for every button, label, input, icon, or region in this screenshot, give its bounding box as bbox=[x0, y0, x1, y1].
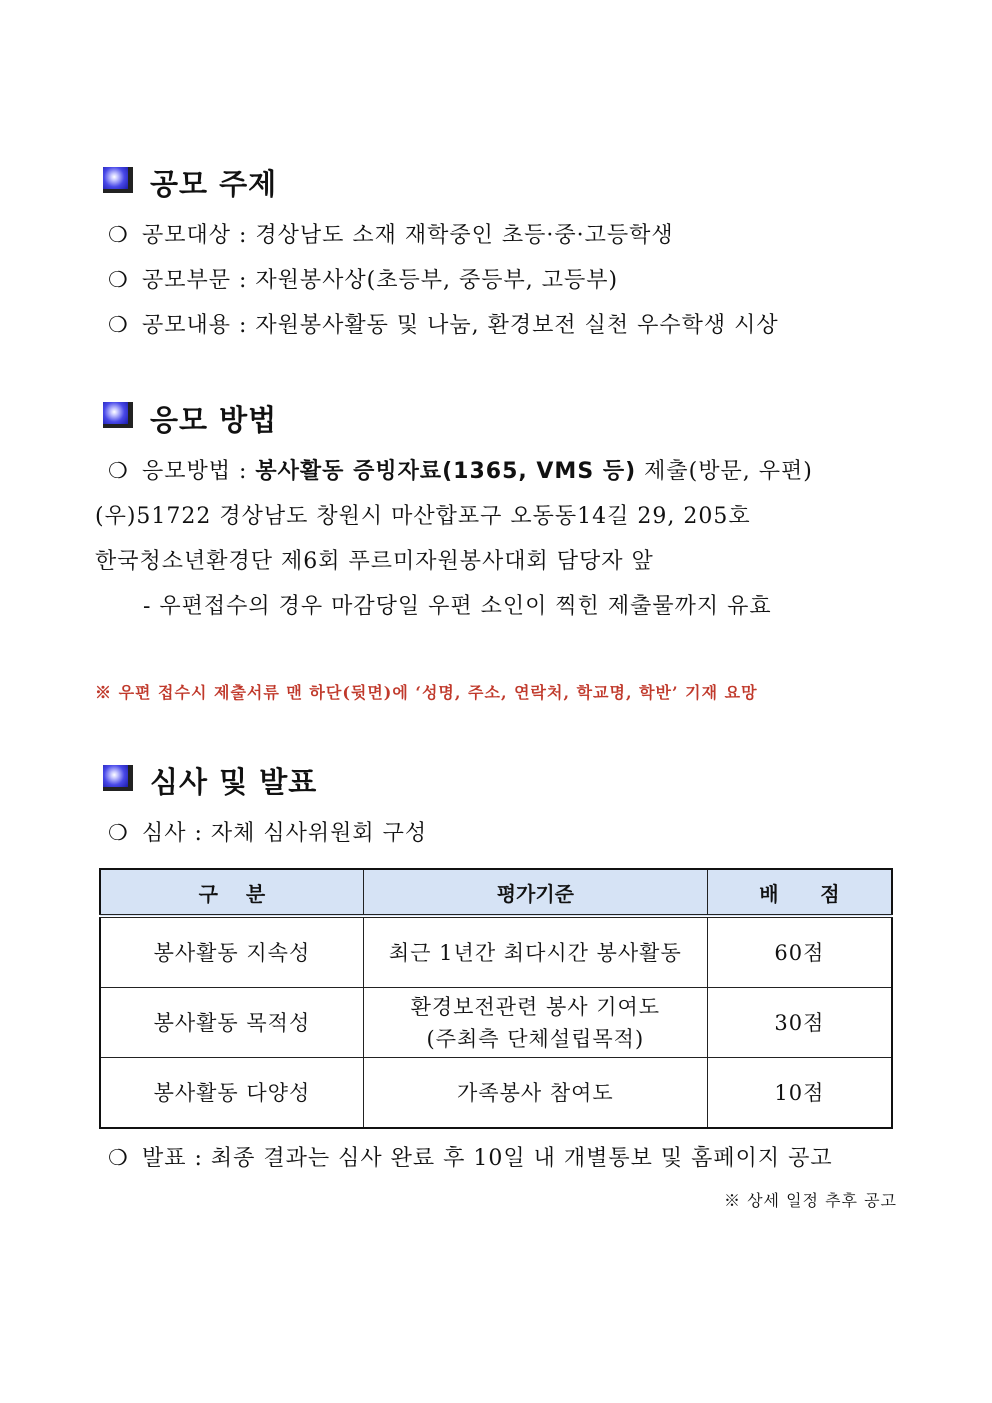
apply-recipient: 한국청소년환경단 제6회 푸르미자원봉사대회 담당자 앞 bbox=[95, 549, 654, 574]
apply-method-suffix: 제출(방문, 우편) bbox=[636, 459, 813, 484]
section-title-topic: 공모 주제 bbox=[150, 167, 278, 201]
circle-bullet-icon: ❍ bbox=[108, 268, 129, 293]
row-category: 봉사활동 지속성 bbox=[100, 916, 363, 988]
apply-method-bold: 봉사활동 증빙자료(1365, VMS 등) bbox=[255, 459, 637, 484]
review-judge-text: 심사 : 자체 심사위원회 구성 bbox=[142, 821, 428, 846]
row-score: 30점 bbox=[707, 988, 892, 1058]
topic-target-text: 공모대상 : 경상남도 소재 재학중인 초등·중·고등학생 bbox=[142, 223, 674, 248]
section-title-apply: 응모 방법 bbox=[150, 403, 278, 437]
circle-bullet-icon: ❍ bbox=[108, 459, 129, 484]
row-criteria-line: 최근 1년간 최다시간 봉사활동 bbox=[388, 940, 682, 965]
row-criteria bbox=[363, 1058, 707, 1129]
row-criteria bbox=[363, 988, 707, 1058]
review-announce-text: 발표 : 최종 결과는 심사 완료 후 10일 내 개별통보 및 홈페이지 공고 bbox=[142, 1146, 833, 1171]
apply-method-line bbox=[108, 454, 813, 485]
circle-bullet-icon: ❍ bbox=[108, 1146, 129, 1171]
apply-address: (우)51722 경상남도 창원시 마산합포구 오동동14길 29, 205호 bbox=[95, 504, 751, 529]
apply-warning-note: ※ 우편 접수시 제출서류 맨 하단(뒷면)에 ‘성명, 주소, 연락처, 학교명, 학반’ 기재 요망 bbox=[95, 683, 758, 702]
review-judge-line bbox=[108, 816, 427, 847]
table-header-row bbox=[100, 869, 892, 916]
table-row bbox=[100, 916, 892, 988]
topic-line-content bbox=[108, 308, 779, 339]
section-bullet-icon bbox=[103, 402, 133, 428]
row-criteria-line-2: (주최측 단체설립목적) bbox=[426, 1026, 645, 1051]
criteria-table bbox=[99, 868, 893, 1129]
topic-line-category bbox=[108, 263, 618, 294]
section-bullet-icon bbox=[103, 167, 133, 193]
row-criteria bbox=[363, 916, 707, 988]
row-score: 10점 bbox=[707, 1058, 892, 1129]
table-row bbox=[100, 1058, 892, 1129]
review-announce-line bbox=[108, 1141, 833, 1172]
row-criteria-line: 가족봉사 참여도 bbox=[457, 1080, 614, 1105]
circle-bullet-icon: ❍ bbox=[108, 313, 129, 338]
apply-postal-note: - 우편접수의 경우 마감당일 우편 소인이 찍힌 제출물까지 유효 bbox=[143, 594, 772, 619]
schedule-note: ※ 상세 일정 추후 공고 bbox=[724, 1191, 897, 1210]
apply-method-prefix: 응모방법 : bbox=[142, 459, 256, 484]
topic-line-target bbox=[108, 218, 674, 249]
row-category: 봉사활동 다양성 bbox=[100, 1058, 363, 1129]
table-row bbox=[100, 988, 892, 1058]
header-category: 구 분 bbox=[100, 869, 363, 916]
circle-bullet-icon: ❍ bbox=[108, 821, 129, 846]
row-score: 60점 bbox=[707, 916, 892, 988]
header-score: 배 점 bbox=[707, 869, 892, 916]
section-bullet-icon bbox=[103, 765, 133, 791]
row-category: 봉사활동 목적성 bbox=[100, 988, 363, 1058]
header-criteria: 평가기준 bbox=[363, 869, 707, 916]
section-title-review: 심사 및 발표 bbox=[150, 765, 318, 799]
row-criteria-line: 환경보전관련 봉사 기여도 bbox=[410, 994, 661, 1019]
circle-bullet-icon: ❍ bbox=[108, 223, 129, 248]
topic-category-text: 공모부문 : 자원봉사상(초등부, 중등부, 고등부) bbox=[142, 268, 619, 293]
topic-content-text: 공모내용 : 자원봉사활동 및 나눔, 환경보전 실천 우수학생 시상 bbox=[142, 313, 779, 338]
